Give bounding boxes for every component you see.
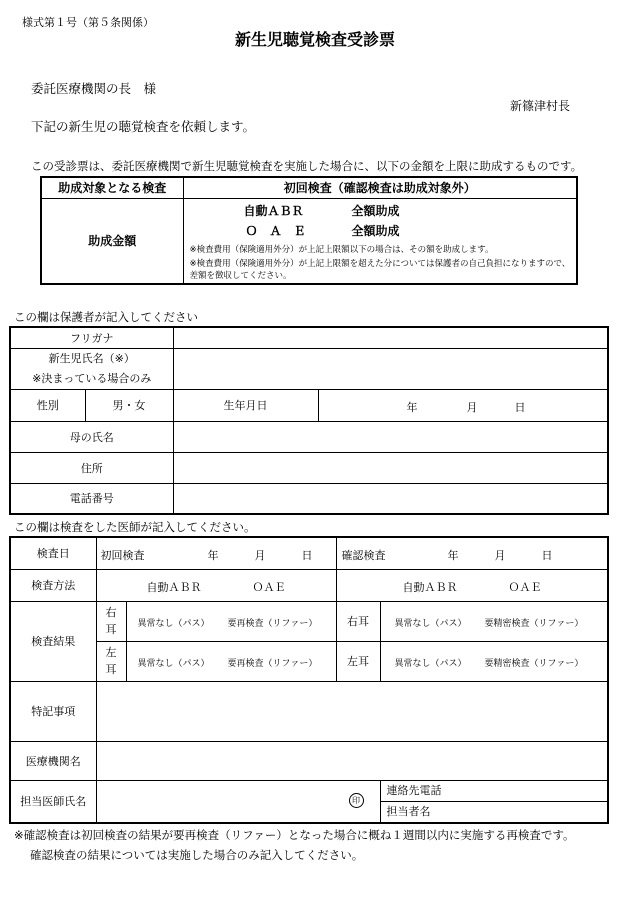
baby-name-label-text: 新生児氏名（※） — [48, 351, 135, 365]
remarks-input[interactable] — [96, 681, 608, 741]
subsidy-note-1: ※検査費用（保険適用外分）が上記上限額以下の場合は、その額を助成します。 — [189, 244, 494, 255]
confirm-exam-month: 月 — [494, 549, 506, 562]
confirm-left-normal[interactable]: 異常なし（パス） — [394, 658, 467, 669]
initial-exam-month: 月 — [254, 549, 266, 562]
confirm-left-ear-options[interactable] — [380, 641, 608, 681]
sex-options[interactable]: 男・女 — [85, 389, 173, 421]
confirm-exam-day: 日 — [541, 549, 553, 562]
confirm-right-detailed[interactable]: 要精密検査（リファー） — [484, 618, 584, 629]
guardian-caption: この欄は保護者が記入してください — [14, 310, 198, 324]
initial-left-ear-char2: 耳 — [105, 663, 117, 676]
furigana-label: フリガナ — [10, 327, 173, 348]
footer-note-1: ※確認検査は初回検査の結果が要再検査（リファー）となった場合に概ね１週間以内に実施する再検査です。 — [14, 828, 575, 842]
baby-name-label — [10, 348, 173, 389]
guardian-table — [9, 326, 609, 515]
subsidy-amount-oae: 全額助成 — [351, 223, 400, 238]
subsidy-row-label: 助成金額 — [41, 198, 183, 284]
initial-right-ear-char2: 耳 — [105, 623, 117, 636]
institution-label: 医療機関名 — [10, 741, 96, 780]
contact-phone-label: 連絡先電話 — [381, 781, 608, 802]
initial-method-abr[interactable]: 自動ＡＢＲ — [146, 580, 202, 594]
seal-icon: 印 — [349, 793, 364, 808]
intro-text: この受診票は、委託医療機関で新生児聴覚検査を実施した場合に、以下の金額を上限に助成するものです。 — [31, 159, 583, 173]
initial-exam-label: 初回検査 — [100, 549, 145, 562]
confirm-right-ear-label: 右耳 — [336, 601, 380, 641]
institution-input[interactable] — [96, 741, 608, 780]
subsidy-note-2: ※検査費用（保険適用外分）が上記上限額を超えた分については保護者の自己負担になりますので、差額を徴収してください。 — [189, 258, 571, 281]
address-label: 住所 — [10, 452, 173, 483]
initial-left-recheck[interactable]: 要再検査（リファー） — [227, 658, 318, 669]
confirm-right-ear-options[interactable] — [380, 601, 608, 641]
dob-label: 生年月日 — [173, 389, 318, 421]
dob-year: 年 — [406, 400, 418, 414]
contact-cell — [380, 780, 608, 823]
dob-month: 月 — [466, 400, 478, 414]
subsidy-col1-header: 助成対象となる検査 — [41, 177, 183, 198]
dob-input[interactable] — [318, 389, 608, 421]
mother-name-label: 母の氏名 — [10, 421, 173, 452]
address-input[interactable] — [173, 452, 608, 483]
issuer: 新篠津村長 — [510, 99, 571, 113]
initial-left-normal[interactable]: 異常なし（パス） — [137, 658, 210, 669]
request-text: 下記の新生児の聴覚検査を依頼します。 — [31, 119, 256, 134]
initial-method-oae[interactable]: ＯＡＥ — [252, 580, 286, 594]
subsidy-table — [40, 176, 578, 285]
sex-label: 性別 — [10, 389, 85, 421]
baby-name-input[interactable] — [173, 348, 608, 389]
initial-left-ear-options[interactable] — [126, 641, 336, 681]
subsidy-amount-abr: 全額助成 — [351, 203, 400, 218]
contact-person-label: 担当者名 — [386, 804, 431, 818]
confirm-method-oae[interactable]: ＯＡＥ — [508, 580, 542, 594]
doctor-label: 担当医師氏名 — [10, 780, 96, 823]
confirm-exam-date[interactable] — [336, 537, 608, 569]
subsidy-col2-header: 初回検査（確認検査は助成対象外） — [183, 177, 577, 198]
mother-name-input[interactable] — [173, 421, 608, 452]
confirm-right-normal[interactable]: 異常なし（パス） — [394, 618, 467, 629]
initial-left-ear-label — [96, 641, 126, 681]
subsidy-detail-cell — [183, 198, 577, 284]
confirm-method-abr[interactable]: 自動ＡＢＲ — [402, 580, 458, 594]
page-title: 新生児聴覚検査受診票 — [234, 30, 395, 49]
furigana-input[interactable] — [173, 327, 608, 348]
dob-day: 日 — [514, 400, 526, 414]
exam-date-label: 検査日 — [10, 537, 96, 569]
phone-input[interactable] — [173, 483, 608, 514]
initial-right-ear-char1: 右 — [105, 606, 117, 619]
confirm-exam-label: 確認検査 — [341, 549, 386, 562]
initial-right-ear-options[interactable] — [126, 601, 336, 641]
confirm-left-detailed[interactable]: 要精密検査（リファー） — [484, 658, 584, 669]
initial-right-normal[interactable]: 異常なし（パス） — [137, 618, 210, 629]
initial-right-ear-label — [96, 601, 126, 641]
confirm-left-ear-label: 左耳 — [336, 641, 380, 681]
subsidy-item-oae: Ｏ Ａ Ｅ — [245, 223, 306, 238]
initial-left-ear-char1: 左 — [105, 646, 117, 659]
phone-label: 電話番号 — [10, 483, 173, 514]
baby-name-note: ※決まっている場合のみ — [32, 371, 152, 385]
doctor-table — [9, 536, 609, 824]
initial-exam-day: 日 — [301, 549, 313, 562]
confirm-method-options[interactable] — [336, 569, 608, 601]
initial-exam-year: 年 — [207, 549, 219, 562]
result-label: 検査結果 — [10, 601, 96, 681]
initial-method-options[interactable] — [96, 569, 336, 601]
form-number: 様式第１号（第５条関係） — [22, 16, 154, 29]
initial-right-recheck[interactable]: 要再検査（リファー） — [227, 618, 318, 629]
initial-exam-date[interactable] — [96, 537, 336, 569]
doctor-caption: この欄は検査をした医師が記入してください。 — [14, 520, 256, 534]
addressee: 委託医療機関の長 様 — [31, 81, 157, 96]
confirm-exam-year: 年 — [447, 549, 459, 562]
doctor-name-input[interactable] — [96, 780, 380, 823]
exam-method-label: 検査方法 — [10, 569, 96, 601]
remarks-label: 特記事項 — [10, 681, 96, 741]
subsidy-item-abr: 自動ＡＢＲ — [243, 203, 304, 218]
footer-note-2: 確認検査の結果については実施した場合のみ記入してください。 — [30, 848, 364, 862]
